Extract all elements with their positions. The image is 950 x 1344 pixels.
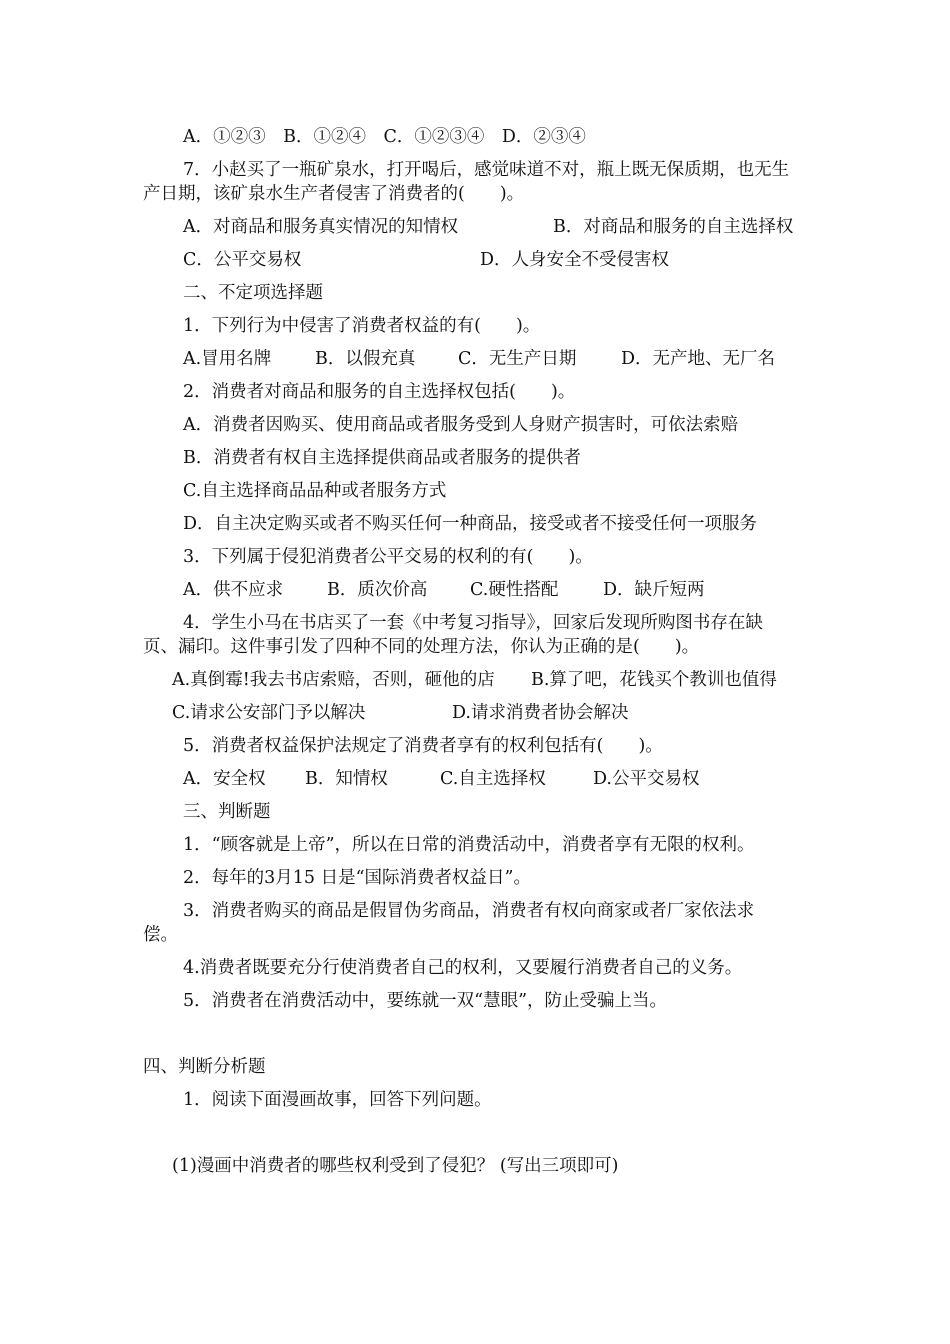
p2-q5-option-c: C.自主选择权 bbox=[440, 769, 546, 789]
part3-heading: 三、判断题 bbox=[183, 802, 271, 822]
p2-q2-option-a: A．消费者因购买、使用商品或者服务受到人身财产损害时，可依法索赔 bbox=[183, 415, 739, 435]
p2-q1-option-b: B．以假充真 bbox=[315, 349, 416, 369]
p2-q3-option-a: A．供不应求 bbox=[183, 580, 284, 600]
p3-statement-2: 2．每年的3月15 日是“国际消费者权益日”。 bbox=[183, 868, 531, 888]
p2-q3-option-c: C.硬性搭配 bbox=[470, 580, 559, 600]
p2-q2-option-d: D．自主决定购买或者不购买任何一种商品，接受或者不接受任何一项服务 bbox=[183, 514, 758, 534]
p3-statement-3-line2: 偿。 bbox=[143, 925, 178, 945]
p3-statement-5: 5．消费者在消费活动中，要练就一双“慧眼”，防止受骗上当。 bbox=[183, 991, 668, 1011]
p2-q5-stem: 5．消费者权益保护法规定了消费者享有的权利包括有( )。 bbox=[183, 736, 663, 756]
q7-stem-line2: 产日期，该矿泉水生产者侵害了消费者的( )。 bbox=[143, 184, 525, 204]
p2-q1-option-d: D．无产地、无厂名 bbox=[621, 349, 776, 369]
p2-q4-stem-line1: 4．学生小马在书店买了一套《中考复习指导》，回家后发现所购图书存在缺 bbox=[183, 613, 763, 633]
p2-q2-option-c: C.自主选择商品品种或者服务方式 bbox=[183, 481, 447, 501]
p2-q4-option-a: A.真倒霉!我去书店索赔，否则，砸他的店 bbox=[172, 670, 495, 690]
p2-q4-stem-line2: 页、漏印。这件事引发了四种不同的处理方法，你认为正确的是( )。 bbox=[143, 637, 700, 657]
q7-option-a: A．对商品和服务真实情况的知情权 bbox=[183, 217, 459, 237]
p4-q1-stem: 1．阅读下面漫画故事，回答下列问题。 bbox=[183, 1090, 492, 1110]
p2-q4-option-c: C.请求公安部门予以解决 bbox=[172, 703, 366, 723]
part2-heading: 二、不定项选择题 bbox=[183, 283, 323, 303]
p3-statement-3-line1: 3．消费者购买的商品是假冒伪劣商品，消费者有权向商家或者厂家依法求 bbox=[183, 901, 755, 921]
part4-heading: 四、判断分析题 bbox=[143, 1057, 266, 1077]
p4-q1-sub1: (1)漫画中消费者的哪些权利受到了侵犯？ (写出三项即可) bbox=[172, 1156, 619, 1176]
p3-statement-1: 1．“顾客就是上帝”，所以在日常的消费活动中，消费者享有无限的权利。 bbox=[183, 835, 755, 855]
p3-statement-4: 4.消费者既要充分行使消费者自己的权利，又要履行消费者自己的义务。 bbox=[183, 958, 743, 978]
p2-q5-option-a: A．安全权 bbox=[183, 769, 266, 789]
q7-option-b: B．对商品和服务的自主选择权 bbox=[553, 217, 794, 237]
p2-q3-option-b: B．质次价高 bbox=[327, 580, 428, 600]
p2-q3-option-d: D．缺斤短两 bbox=[603, 580, 705, 600]
p2-q1-option-c: C．无生产日期 bbox=[458, 349, 577, 369]
q7-stem-line1: 7．小赵买了一瓶矿泉水，打开喝后，感觉味道不对，瓶上既无保质期，也无生 bbox=[183, 160, 790, 180]
q7-option-d: D．人身安全不受侵害权 bbox=[480, 250, 670, 270]
p2-q5-option-d: D.公平交易权 bbox=[593, 769, 700, 789]
q7-option-c: C．公平交易权 bbox=[183, 250, 302, 270]
p2-q2-option-b: B．消费者有权自主选择提供商品或者服务的提供者 bbox=[183, 448, 581, 468]
p2-q5-option-b: B．知情权 bbox=[305, 769, 388, 789]
p2-q4-option-b: B.算了吧，花钱买个教训也值得 bbox=[531, 670, 777, 690]
q6-options: A．①②③ B．①②④ C．①②③④ D．②③④ bbox=[183, 127, 586, 147]
p2-q2-stem: 2．消费者对商品和服务的自主选择权包括( )。 bbox=[183, 382, 576, 402]
p2-q1-option-a: A.冒用名牌 bbox=[183, 349, 272, 369]
p2-q1-stem: 1．下列行为中侵害了消费者权益的有( )。 bbox=[183, 316, 541, 336]
p2-q4-option-d: D.请求消费者协会解决 bbox=[452, 703, 629, 723]
p2-q3-stem: 3．下列属于侵犯消费者公平交易的权利的有( )。 bbox=[183, 547, 593, 567]
